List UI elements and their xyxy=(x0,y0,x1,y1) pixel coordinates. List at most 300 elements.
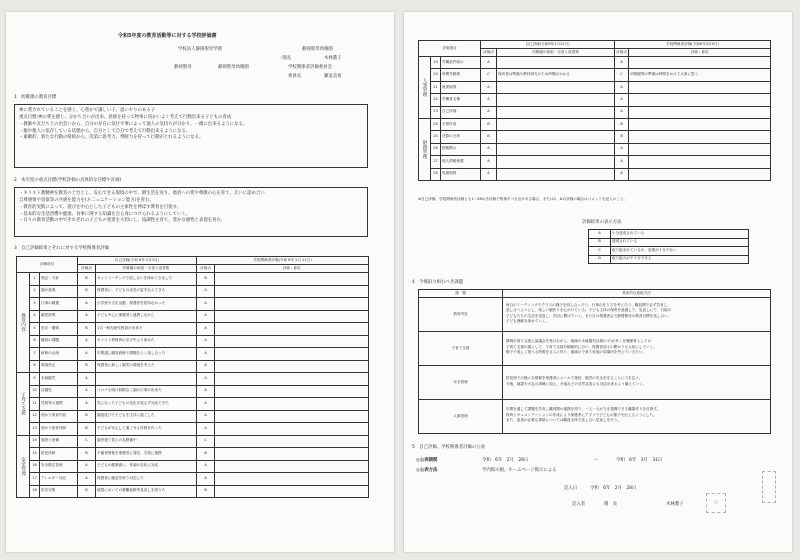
row-item: 環境設定 xyxy=(40,360,78,373)
table-row xyxy=(17,310,369,323)
row-number: 12 xyxy=(30,410,40,423)
legend-desc: 取り組みが不十分である xyxy=(611,255,749,264)
legend-row xyxy=(589,238,749,247)
table-row xyxy=(17,335,369,348)
row-item: 情報開示 xyxy=(441,143,481,155)
row-status xyxy=(497,81,615,93)
sec2-line: ・基本的な生活習慣や健康、食事に関する知識を自ら身につけられるようにしていく。 xyxy=(19,211,191,217)
row-related-grade: C xyxy=(615,69,629,81)
legend-row xyxy=(589,230,749,239)
row-grade: A xyxy=(78,385,96,398)
sec1-line: 重点目標:神の愛を感じ、分かち合いが出来、意欲を持って物事に向かいよく考えて行動出来る子どもの育成 xyxy=(19,114,232,120)
row-number: 16 xyxy=(30,460,40,473)
row-status: 子ども中心に保護者と連携しながら xyxy=(96,310,197,323)
row-status: 保護者に確認を取り対応した xyxy=(96,473,197,486)
issues-row xyxy=(419,366,771,400)
row-related-grade: A xyxy=(615,143,629,155)
row-opinion xyxy=(629,94,771,106)
legend-table xyxy=(588,229,749,264)
committee-school: 静岡聖母 xyxy=(174,65,192,70)
table-row xyxy=(419,156,771,168)
row-related-grade: A xyxy=(197,410,215,423)
row-related-grade: A xyxy=(197,398,215,411)
row-number: 24 xyxy=(431,118,441,130)
row-item: 職員の課題 xyxy=(40,335,78,348)
row-grade: A xyxy=(481,94,497,106)
row-opinion xyxy=(215,310,369,323)
col-rel-grade-header: 評価点 xyxy=(197,265,215,273)
principal-role: ・園長 xyxy=(278,56,292,61)
table-row xyxy=(17,485,369,498)
row-number: 14 xyxy=(30,435,40,448)
row-status xyxy=(497,57,615,69)
row-opinion xyxy=(215,435,369,448)
row-status: 気になった子どもの変化を逃さず対応できた xyxy=(96,398,197,411)
chair-name: 藤浪美希 xyxy=(324,74,342,79)
section2-lines xyxy=(15,188,367,228)
row-related-grade: A xyxy=(197,423,215,436)
row-number: 2 xyxy=(30,285,40,298)
section1-heading: 1 幼稚園の教育目標 xyxy=(14,95,57,100)
table-row xyxy=(419,81,771,93)
table-row xyxy=(419,57,771,69)
issue-detail-line: 話し合うようにし、楽しい園作りを心がけている。子ども主体の保育を意識して、見直しにて、日頃の xyxy=(506,308,672,313)
sec1-line: 神に愛されていることを感じ、心豊かで謙しい子、思いやりのある子 xyxy=(19,108,156,113)
row-status: コロナも明け制限なく園の行事が出来た xyxy=(96,385,197,398)
col-item-header: 評価項目 xyxy=(17,257,78,273)
row-number: 4 xyxy=(30,310,40,323)
table-row xyxy=(419,168,771,180)
legend-key: D xyxy=(589,255,611,264)
row-related-grade: C xyxy=(197,435,215,448)
row-grade: A xyxy=(78,398,96,411)
row-related-grade: A xyxy=(197,335,215,348)
issues-row xyxy=(419,400,771,434)
row-number: 15 xyxy=(30,448,40,461)
table-row xyxy=(17,348,369,361)
sec1-line: ・素敵的、新たな行動の帰結から、次第に思考力、判断力を持って行動がとれるようになる。 xyxy=(19,135,204,141)
row-opinion xyxy=(215,460,369,473)
issue-detail xyxy=(503,366,771,400)
record-date-value: 令和 6年 2月 28日 xyxy=(590,486,637,491)
row-item: 決算の分析 xyxy=(441,131,481,143)
table-row xyxy=(17,285,369,298)
row-item: 労働者名簿 xyxy=(441,94,481,106)
chair-label: 委員長 xyxy=(288,74,302,79)
row-status: 地震においての避難経路等見直しを図りた xyxy=(96,485,197,498)
self-evaluation-table xyxy=(16,256,369,498)
row-status xyxy=(497,131,615,143)
sec2-line: ・教育的実践によって、遊びを中心とした子どもの主体性を伸ばす教育を目指す。 xyxy=(19,204,182,210)
row-opinion xyxy=(215,485,369,498)
row-item: 在園児 xyxy=(40,385,78,398)
row-grade: B xyxy=(78,423,96,436)
row-item: 処理規程 xyxy=(441,168,481,180)
row-status xyxy=(497,168,615,180)
row-item: 施設と設備 xyxy=(40,435,78,448)
row-related-grade: B xyxy=(197,485,215,498)
issue-detail-line: 年間を通して課題を共有し職員間の連携を図り、一人一人が力を発揮できる職場作りを目指す。 xyxy=(506,407,661,412)
row-status: 不審者情報を保護者に発信、学校に連携 xyxy=(96,448,197,461)
row-number: 10 xyxy=(30,385,40,398)
row-number: 20 xyxy=(431,69,441,81)
table-row xyxy=(17,298,369,311)
evaluation-note: ※自己評価、学校関係者評価とも1～28の各評価で物事すべき点がある場合、またはC、Dの評価の場合はコメントを記入のこと。 xyxy=(418,197,628,201)
row-number: 22 xyxy=(431,94,441,106)
row-number: 17 xyxy=(30,473,40,486)
row-related-grade: A xyxy=(197,310,215,323)
row-related-grade: A xyxy=(615,106,629,118)
table-row xyxy=(17,360,369,373)
row-number: 19 xyxy=(431,57,441,69)
row-grade: A xyxy=(481,143,497,155)
row-grade: A xyxy=(78,373,96,386)
legend-desc: 達成されている xyxy=(611,238,749,247)
sec2-line: ・キリスト教精神を教育の土台とし、安心できる環境の中で、園生活を送り、他者への愛や尊敬の心を育て、互いに認め合い xyxy=(19,191,265,196)
issue-detail-line: 子ども理解を深めていく。 xyxy=(506,318,550,323)
legend-key: A xyxy=(589,230,611,239)
row-status xyxy=(497,143,615,155)
row-status: キリスト教保育の学び中より深めた xyxy=(96,335,197,348)
sec2-line: ・日々の教育活動の中でそれぞれの子どもの発達を大切にし、協調性を育て、豊かな感性と表現を育む。 xyxy=(19,218,226,224)
row-grade: A xyxy=(481,81,497,93)
row-item: 時間外勤務 xyxy=(441,69,481,81)
row-item: 預かり保育体制 xyxy=(40,423,78,436)
right-col-opinion-header: 評価・意見 xyxy=(629,49,771,57)
table-row xyxy=(419,131,771,143)
row-status xyxy=(96,373,197,386)
row-number: 9 xyxy=(30,373,40,386)
row-opinion xyxy=(215,360,369,373)
row-grade: A xyxy=(481,106,497,118)
row-item: 園の意義 xyxy=(40,285,78,298)
period-from: 令和 6年 2月 28日 xyxy=(482,458,529,463)
row-related-grade: A xyxy=(615,57,629,69)
row-item: 園児指導 xyxy=(40,310,78,323)
row-number: 25 xyxy=(431,131,441,143)
row-related-grade: A xyxy=(615,168,629,180)
row-opinion xyxy=(629,143,771,155)
issue-topic: 子育て支援 xyxy=(419,332,503,366)
row-item: 自己評価 xyxy=(441,106,481,118)
row-grade: A xyxy=(78,348,96,361)
row-opinion xyxy=(215,410,369,423)
row-status xyxy=(497,106,615,118)
row-grade: B xyxy=(78,273,96,286)
row-number: 8 xyxy=(30,360,40,373)
row-opinion xyxy=(215,473,369,486)
row-grade: A xyxy=(78,473,96,486)
legend-desc: 取り組まれているが、成果が十分でない xyxy=(611,247,749,256)
principal-name: 木林薫子 xyxy=(324,56,342,61)
table-row xyxy=(17,373,369,386)
row-number: 21 xyxy=(431,81,441,93)
row-opinion xyxy=(215,423,369,436)
row-status: 保育者は準備や教材研究のため時間がかかる xyxy=(497,69,615,81)
table-row xyxy=(17,460,369,473)
section1-lines xyxy=(15,105,367,145)
row-related-grade: B xyxy=(197,273,215,286)
self-eval-date: 自己評価(令和 6年 2月1日) xyxy=(78,257,197,265)
issue-detail-line: 子どもたちの生活を見直し、次回に繋げていく。また日の保護者会で静岡聖母の教育目標を話し合い、 xyxy=(506,313,672,318)
seal-stamp xyxy=(706,493,726,513)
issues-col-topic: 課 題 xyxy=(419,290,503,298)
legend-key: C xyxy=(589,247,611,256)
row-grade: A xyxy=(481,168,497,180)
row-related-grade: A xyxy=(197,473,215,486)
row-number: 28 xyxy=(431,168,441,180)
issue-topic: 人事管理 xyxy=(419,400,503,434)
row-grade: A xyxy=(78,335,96,348)
method-value: 学内掲示板、ホームページ掲示による xyxy=(482,468,557,473)
table-row xyxy=(17,273,369,286)
table-row xyxy=(17,410,369,423)
row-number: 7 xyxy=(30,348,40,361)
row-opinion xyxy=(215,298,369,311)
period-to: 令和 6年 3月 31日 xyxy=(616,458,663,463)
row-opinion xyxy=(629,156,771,168)
col-opinion-header: 評価・意見 xyxy=(215,265,369,273)
sec2-line: 自尊感情や思欲等の共感を能力を(ネ二ュニケーション能力)を育む。 xyxy=(19,197,154,203)
row-related-grade: A xyxy=(197,298,215,311)
legend-row xyxy=(589,247,749,256)
legend-title: 評価結果の表示方法 xyxy=(582,220,622,225)
col-grade-header: 評価点 xyxy=(78,265,96,273)
row-related-grade: A xyxy=(197,285,215,298)
row-opinion xyxy=(215,373,369,386)
row-opinion xyxy=(215,348,369,361)
row-number: 3 xyxy=(30,298,40,311)
issues-row xyxy=(419,332,771,366)
right-col-grade-header: 評価点 xyxy=(481,49,497,57)
row-grade: B xyxy=(78,448,96,461)
legend-desc: 十分達成されている xyxy=(611,230,749,239)
row-grade: A xyxy=(78,310,96,323)
row-status: キャトリーチングで話し合いを深めてきました xyxy=(96,273,197,286)
issue-detail-line: また、改善が必要な事項については職員全体で話し合い見直しを行う。 xyxy=(506,418,621,423)
row-item: 研修の企画 xyxy=(40,348,78,361)
row-opinion xyxy=(629,57,771,69)
corp-name: 学校法人静岡聖母学園 xyxy=(178,47,222,52)
row-related-grade: A xyxy=(615,94,629,106)
row-grade: B xyxy=(78,323,96,336)
row-grade: C xyxy=(78,435,96,448)
row-number: 6 xyxy=(30,335,40,348)
row-related-grade: B xyxy=(615,131,629,143)
issues-table xyxy=(418,289,771,434)
row-number: 18 xyxy=(30,485,40,498)
record-date-label: 記入日 xyxy=(564,486,578,491)
right-col-status-header: 幼稚園の取組・反省と改善策 xyxy=(497,49,615,57)
row-item: 行事の精選 xyxy=(40,298,78,311)
issue-detail-line: 子育て支援の場として、子育て支援を積極的に行い、保護者同士の繋がりも大切にしていく。 xyxy=(506,344,657,349)
row-grade: A xyxy=(481,57,497,69)
group-label: 教育内容 xyxy=(17,273,30,373)
row-status: 1名一般先研究教員が出来た xyxy=(96,323,197,336)
table-row xyxy=(17,448,369,461)
row-status xyxy=(497,156,615,168)
period-tilde: ～ xyxy=(594,458,599,463)
row-opinion xyxy=(215,335,369,348)
row-item: 労働条件明示 xyxy=(441,57,481,69)
row-number: 5 xyxy=(30,323,40,336)
section5-heading: 5 自己評価、学校関係者評価の公表 xyxy=(412,445,486,450)
table-row xyxy=(419,106,771,118)
kindergarten-name: 静岡聖母幼稚園 xyxy=(302,47,333,52)
row-number: 1 xyxy=(30,273,40,286)
col-status-header: 幼稚園の取組・反省と改善策 xyxy=(96,265,197,273)
row-grade: B xyxy=(481,118,497,130)
period-label: ◎公表期間 xyxy=(416,458,438,463)
group-label: 財務管理 xyxy=(419,118,431,180)
row-status: 保護者に、子どもの成長の姿を伝えてきた xyxy=(96,285,197,298)
row-number: 27 xyxy=(431,156,441,168)
row-grade: B xyxy=(78,285,96,298)
table-row xyxy=(419,143,771,155)
document-title: 令和5年度の教育活動等に対する学校評価書 xyxy=(118,33,217,39)
row-status: 子どもが安心して過ごせる体制を作った xyxy=(96,423,197,436)
row-grade: B xyxy=(78,410,96,423)
issue-detail-line: 親子で楽しく遊べる時間をさらに作り、地域の子育て家庭の居場所を考えていきたい。 xyxy=(506,350,647,355)
row-opinion xyxy=(215,448,369,461)
row-related-grade: B xyxy=(197,448,215,461)
row-grade: B xyxy=(78,485,96,498)
row-item: 個人情報保護 xyxy=(441,156,481,168)
row-grade: B xyxy=(481,131,497,143)
row-status xyxy=(497,118,615,130)
issue-detail-line: 今後、地震や火災の訓練に加え、台風などの自然災害にも対応出来るよう備えていく。 xyxy=(506,381,647,386)
section2-box xyxy=(14,187,368,237)
row-status: 小学校や文化活動、保護者を招待なかった xyxy=(96,298,197,311)
issue-topic: 教育内容 xyxy=(419,298,503,332)
issue-detail xyxy=(503,298,771,332)
sec1-line: ・親や他人に依存している状態から、自分として自分で考えて行動出来るようになる。 xyxy=(19,128,191,134)
related-eval-date: 学校関係者評価(令和 6年 2月 21日) xyxy=(197,257,369,265)
row-status: 子どもの健康面に、体調の変化に対応 xyxy=(96,460,197,473)
table-row xyxy=(17,323,369,336)
row-related-grade: B xyxy=(615,118,629,130)
row-item: 安全衛生管理 xyxy=(40,460,78,473)
row-item: 危浮・徹戦 xyxy=(40,323,78,336)
table-row xyxy=(419,94,771,106)
row-item: 未就園児 xyxy=(40,373,78,386)
row-opinion xyxy=(215,323,369,336)
row-status xyxy=(497,94,615,106)
row-status: 園庭遊びで子どもを主体に過ごした xyxy=(96,410,197,423)
right-col-item-header: 評価項目 xyxy=(419,41,481,57)
row-item: 就業規則 xyxy=(441,81,481,93)
table-row xyxy=(17,473,369,486)
issue-detail-line: 静岡市預り支援人協議会を受けながら、地域の未就園児(2歳の子)が多く在籍保育としての xyxy=(506,339,652,344)
group-label: 子育て支援 xyxy=(17,373,30,436)
committee-kindergarten: 静岡聖母幼稚園 xyxy=(218,65,249,70)
issue-detail xyxy=(503,400,771,434)
row-grade: A xyxy=(78,298,96,311)
row-grade: B xyxy=(78,360,96,373)
row-opinion xyxy=(629,118,771,130)
recorder-label: 記入者 xyxy=(572,502,586,507)
sec1-line: ・教師や友だちとの出会いから、自分の存在に気付ず事によって他人の気持ちが分かり、一緒に出来るようになる。 xyxy=(19,121,248,127)
row-opinion xyxy=(629,81,771,93)
row-grade: C xyxy=(481,69,497,81)
row-opinion xyxy=(629,131,771,143)
issue-topic: 安全管理 xyxy=(419,366,503,400)
row-related-grade: A xyxy=(197,373,215,386)
row-item: 予算作成 xyxy=(441,118,481,130)
row-number: 26 xyxy=(431,143,441,155)
section4-heading: 4 今後取り組むべき課題 xyxy=(412,280,464,285)
recorder-role: 園 長 xyxy=(604,502,618,507)
table-row xyxy=(419,118,771,130)
left-page xyxy=(6,12,394,552)
row-opinion xyxy=(215,285,369,298)
section2-heading: 2 本年度の重点目標(学校評価の具体的な目標や計画) xyxy=(14,178,122,183)
row-related-grade: A xyxy=(615,156,629,168)
recorder-name: 木林薫子 xyxy=(666,502,684,507)
legend-key: B xyxy=(589,238,611,247)
group-label: 安全管理 xyxy=(17,435,30,498)
issue-detail-line: 保育ドキュメンテーションの作成により保護者にアプリで子どもの様子を伝えるようにした。 xyxy=(506,412,657,417)
right-page xyxy=(404,12,792,552)
row-item: 防災対策 xyxy=(40,485,78,498)
row-item: 防犯体制 xyxy=(40,448,78,461)
seal-text: 印 xyxy=(714,500,718,505)
corner-stamp xyxy=(762,471,776,503)
row-related-grade: A xyxy=(197,385,215,398)
row-status: 園舎建て替えの為整備中 xyxy=(96,435,197,448)
row-grade: A xyxy=(481,156,497,168)
issues-col-detail: 具体的な取組方法 xyxy=(503,290,771,298)
row-number: 13 xyxy=(30,423,40,436)
right-self-eval-date: 自己評価(令和6年2月21日) xyxy=(481,41,615,49)
issue-detail xyxy=(503,332,771,366)
row-opinion xyxy=(215,273,369,286)
row-opinion xyxy=(215,385,369,398)
management-evaluation-table xyxy=(418,40,771,181)
row-grade: A xyxy=(78,460,96,473)
committee-label: 学校関係者評価委員会 xyxy=(288,65,332,70)
row-opinion xyxy=(629,168,771,180)
table-row xyxy=(17,435,369,448)
row-status: 年間通し職員研修で課題をよく話し合った xyxy=(96,348,197,361)
group-label: 人事管理 xyxy=(419,57,431,119)
row-related-grade: A xyxy=(615,81,629,93)
row-opinion xyxy=(629,106,771,118)
row-related-grade: A xyxy=(197,460,215,473)
row-status: 保護者に新しく園児の環境を考えた xyxy=(96,360,197,373)
section3-heading: 3 自己評価結果とそれに対する学校関係者評価 xyxy=(14,246,109,251)
table-row xyxy=(419,69,771,81)
row-item: アレルギー対応 xyxy=(40,473,78,486)
row-related-grade: A xyxy=(197,348,215,361)
table-row xyxy=(17,385,369,398)
section1-box xyxy=(14,104,368,168)
table-row xyxy=(17,398,369,411)
row-item: 児相等の連携 xyxy=(40,398,78,411)
row-number: 11 xyxy=(30,398,40,411)
issue-detail-line: 防犯面での様々な情報を保護者にメールで発信、園児の安全を守ることに力を注ぐ。 xyxy=(506,376,643,381)
row-number: 23 xyxy=(431,106,441,118)
issues-row xyxy=(419,298,771,332)
row-opinion xyxy=(215,398,369,411)
right-related-eval-date: 学校関係者評価(令和6年3月5日) xyxy=(615,41,771,49)
row-opinion: 幼稚園等の準備は時間をかけて大事に思う xyxy=(629,69,771,81)
table-row xyxy=(17,423,369,436)
right-col-rel-grade-header: 評価点 xyxy=(615,49,629,57)
legend-row xyxy=(589,255,749,264)
row-item: 理念・方針 xyxy=(40,273,78,286)
row-item: 預かり保育内容 xyxy=(40,410,78,423)
